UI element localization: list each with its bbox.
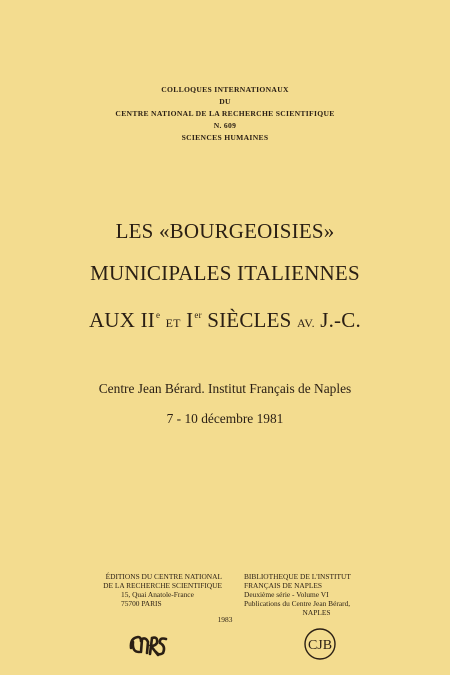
title-part: ET — [165, 316, 181, 330]
publisher-city: NAPLES — [302, 608, 331, 617]
series-header — [0, 84, 450, 144]
publisher-line: BIBLIOTHEQUE DE L'INSTITUT — [244, 572, 351, 581]
series-line: DU — [219, 97, 231, 106]
conference-dates: 7 - 10 décembre 1981 — [166, 411, 284, 426]
monogram-text: CJB — [307, 638, 333, 653]
publisher-line: FRANÇAIS DE NAPLES — [244, 581, 323, 590]
publisher-right — [244, 572, 404, 617]
title-line-1: LES «BOURGEOISIES» — [115, 219, 335, 243]
conference-venue: Centre Jean Bérard. Institut Français de Naples — [98, 381, 352, 396]
series-number: N. 609 — [213, 121, 237, 130]
title-line-2: MUNICIPALES ITALIENNES — [90, 261, 360, 285]
title-superscript: er — [194, 310, 202, 320]
series-line: COLLOQUES INTERNATIONAUX — [161, 85, 289, 94]
cjb-monogram-icon — [303, 627, 337, 661]
book-title — [0, 220, 450, 346]
publisher-line: ÉDITIONS DU CENTRE NATIONAL — [105, 572, 222, 581]
conference-info — [0, 374, 450, 434]
title-part: I — [186, 308, 194, 332]
publisher-line: DE LA RECHERCHE SCIENTIFIQUE — [103, 581, 222, 590]
publisher-city: 75700 PARIS — [121, 599, 162, 608]
title-part: J.-C. — [320, 308, 361, 332]
title-part: AUX II — [89, 308, 155, 332]
title-superscript: e — [156, 310, 161, 320]
title-part: AV. — [296, 316, 315, 330]
publisher-address: 15, Quai Anatole-France — [121, 590, 194, 599]
title-part: SIÈCLES — [207, 308, 292, 332]
publisher-series: Deuxième série - Volume VI — [244, 590, 329, 599]
publisher-left — [62, 572, 222, 608]
cnrs-logo-icon — [128, 628, 168, 662]
series-line: CENTRE NATIONAL DE LA RECHERCHE SCIENTIFIQUE — [115, 109, 335, 118]
publisher-line: Publications du Centre Jean Bérard, — [244, 599, 351, 608]
title-line-3 — [0, 304, 450, 346]
publication-year: 1983 — [217, 615, 233, 624]
series-line: SCIENCES HUMAINES — [181, 133, 269, 142]
